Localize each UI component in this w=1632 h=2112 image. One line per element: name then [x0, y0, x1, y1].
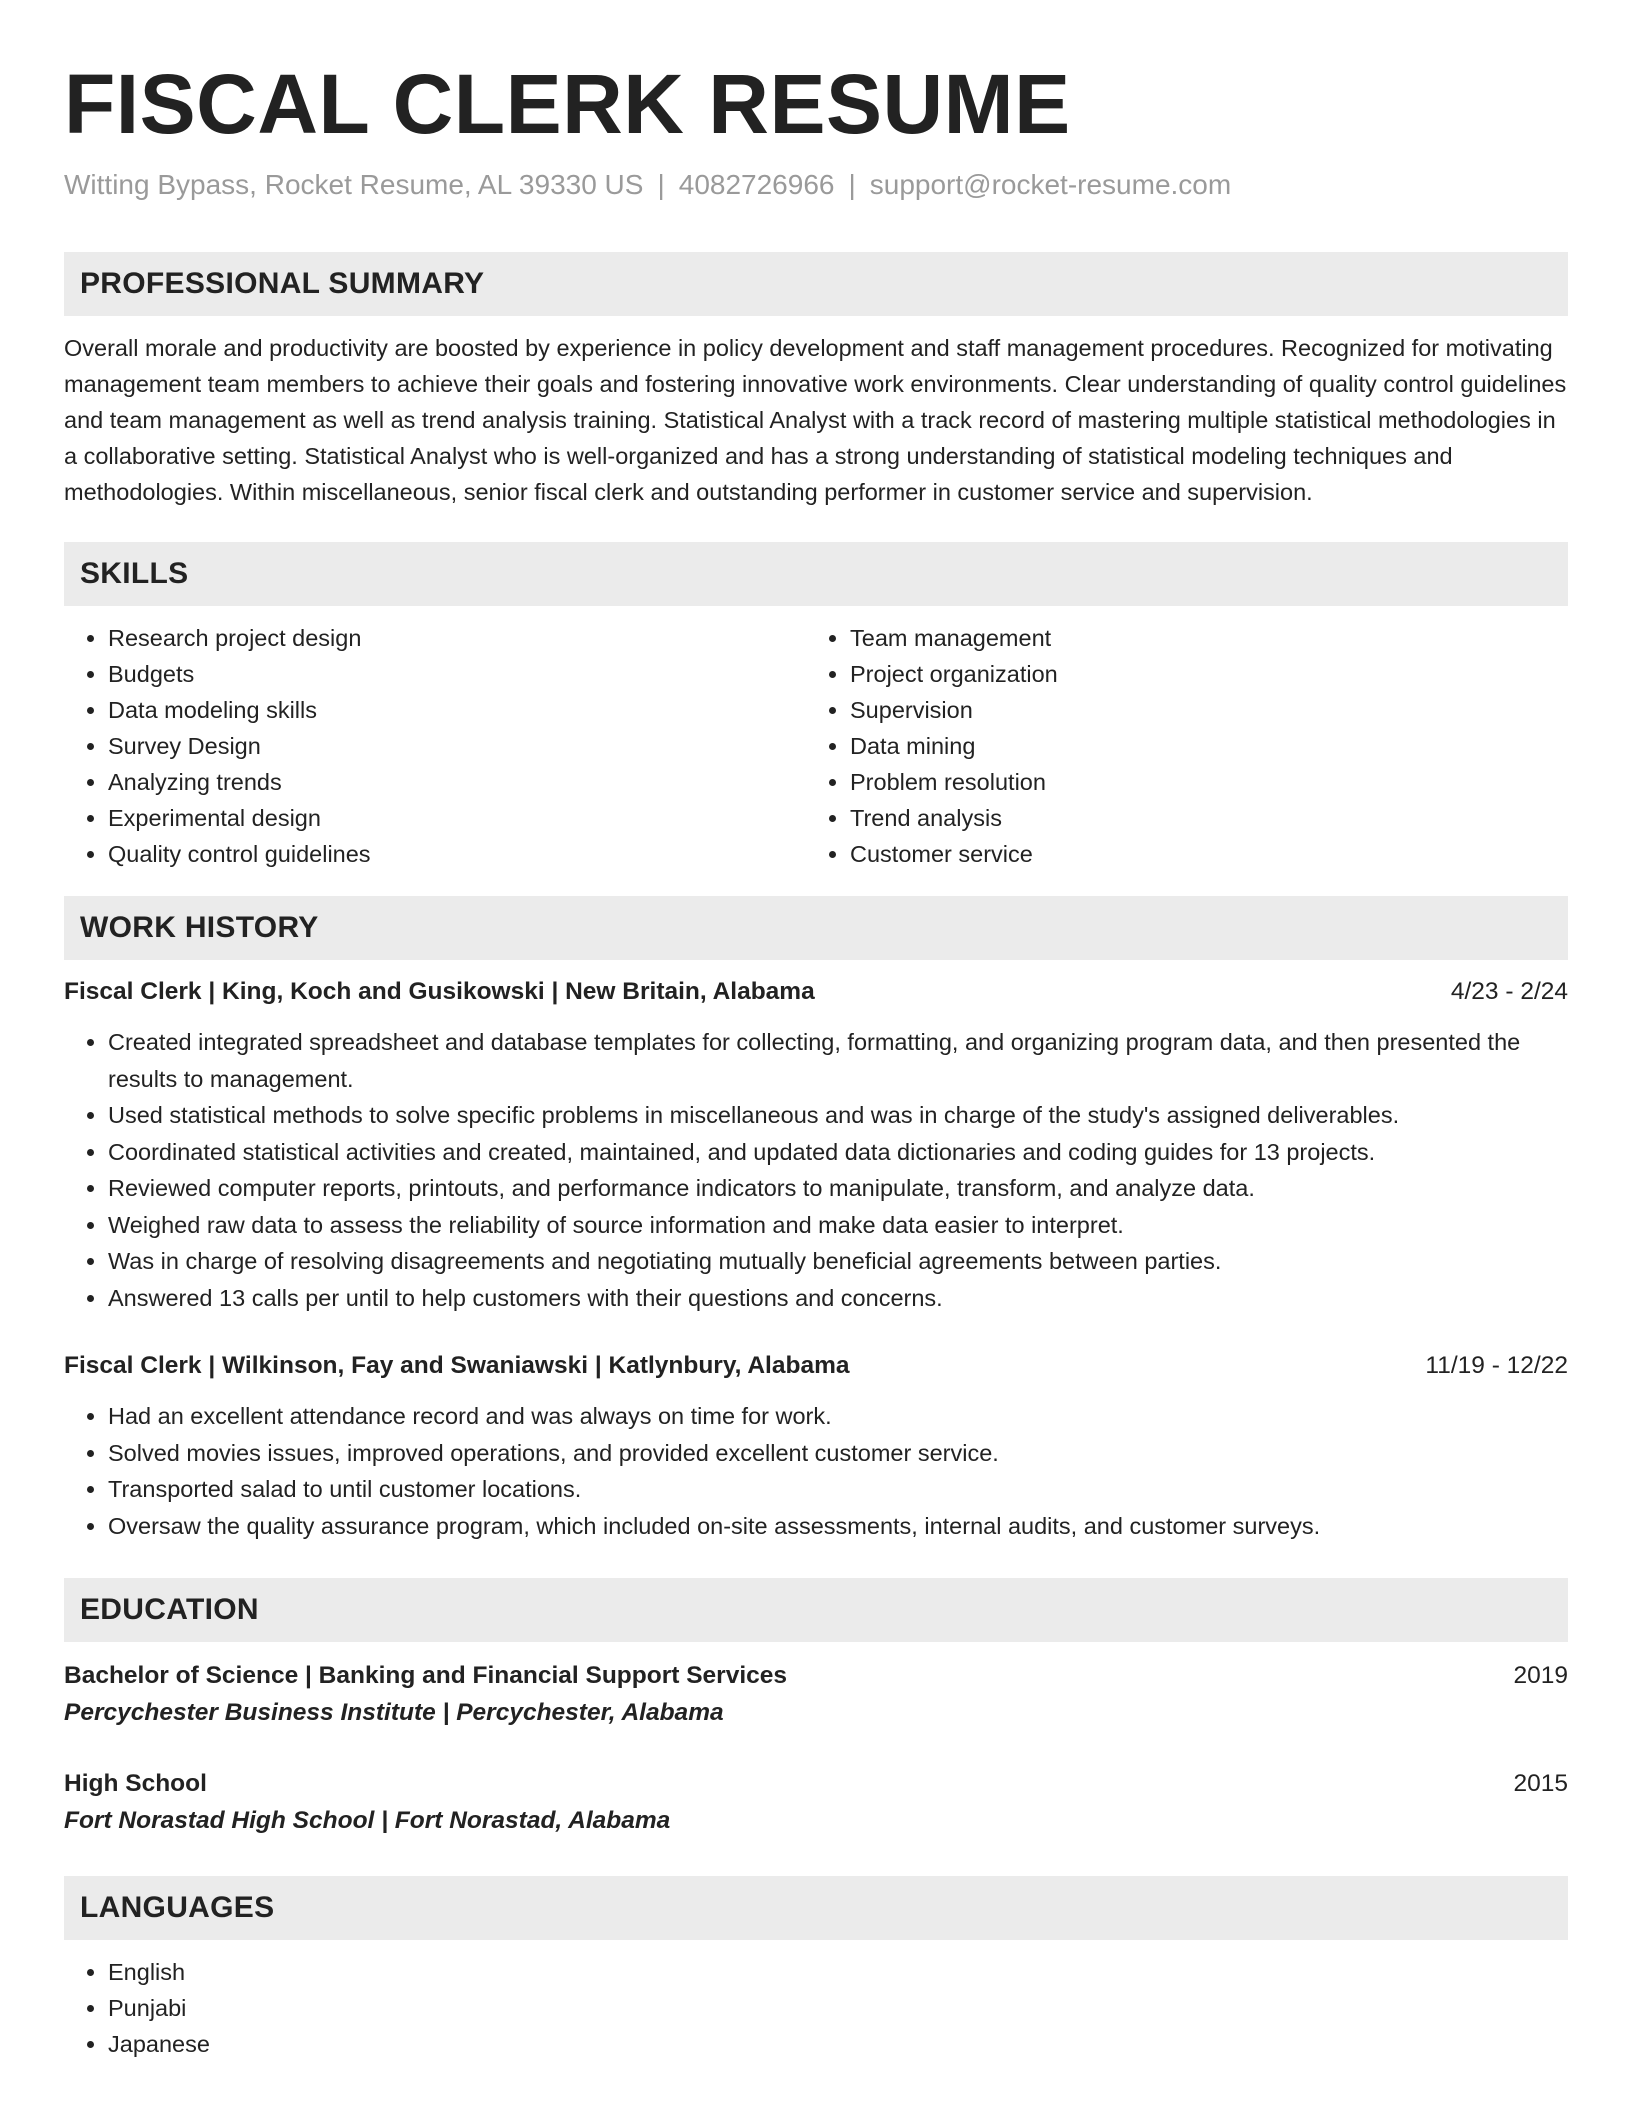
- contact-phone: 4082726966: [678, 169, 835, 200]
- job-dates: 4/23 - 2/24: [1450, 978, 1568, 1005]
- degree: High School: [64, 1770, 207, 1797]
- resume-title: FISCAL CLERK RESUME: [64, 57, 1071, 151]
- skill-item: • Budgets: [108, 656, 806, 692]
- skill-item: • Supervision: [850, 692, 1548, 728]
- job-header: [64, 1348, 1568, 1384]
- graduation-year: 2019: [1513, 1662, 1568, 1689]
- language-item: • English: [108, 1954, 1568, 1990]
- education-header: [64, 1766, 1568, 1802]
- job-bullet: • Was in charge of resolving disagreements and negotiating mutually beneficial agreements between parties.: [108, 1243, 1568, 1280]
- skill-item: • Research project design: [108, 620, 806, 656]
- skill-item: • Data modeling skills: [108, 692, 806, 728]
- job-dates: 11/19 - 12/22: [1425, 1352, 1568, 1379]
- job-bullet: • Created integrated spreadsheet and database templates for collecting, formatting, and organizing program data, and then presented the results to management.: [108, 1024, 1568, 1097]
- job-entry: [64, 974, 1568, 1316]
- job-bullets: [64, 1398, 1568, 1544]
- job-bullet: • Transported salad to until customer locations.: [108, 1471, 1568, 1508]
- skills-column-right: [806, 620, 1548, 872]
- languages-list: [64, 1954, 1568, 2062]
- resume-page: [64, 0, 1568, 2062]
- section-heading-summary: PROFESSIONAL SUMMARY: [64, 252, 1568, 316]
- job-bullets: [64, 1024, 1568, 1316]
- language-item: • Japanese: [108, 2026, 1568, 2062]
- job-bullet: • Weighed raw data to assess the reliability of source information and make data easier to interpret.: [108, 1207, 1568, 1244]
- section-heading-education: EDUCATION: [64, 1578, 1568, 1642]
- language-item: • Punjabi: [108, 1990, 1568, 2026]
- skill-item: • Experimental design: [108, 800, 806, 836]
- job-bullet: • Had an excellent attendance record and was always on time for work.: [108, 1398, 1568, 1435]
- skill-item: • Data mining: [850, 728, 1548, 764]
- job-bullet: • Answered 13 calls per until to help customers with their questions and concerns.: [108, 1280, 1568, 1317]
- skill-item: • Survey Design: [108, 728, 806, 764]
- section-heading-skills: SKILLS: [64, 542, 1568, 606]
- job-bullet: • Reviewed computer reports, printouts, and performance indicators to manipulate, transform, and analyze data.: [108, 1170, 1568, 1207]
- contact-line: [64, 168, 1568, 202]
- contact-separator: |: [848, 169, 856, 200]
- job-bullet: • Oversaw the quality assurance program, which included on-site assessments, internal audits, and customer surveys.: [108, 1508, 1568, 1545]
- skill-item: • Customer service: [850, 836, 1548, 872]
- summary-text: Overall morale and productivity are boosted by experience in policy development and staff management procedures. Recognized for motivating management team members to achieve their goals and fostering innovative work environments. Clear understanding of quality control guidelines and team management as well as trend analysis training. Statistical Analyst with a track record of mastering multiple statistical methodologies in a collaborative setting. Statistical Analyst who is well-organized and has a strong understanding of statistical modeling techniques and methodologies. Within miscellaneous, senior fiscal clerk and outstanding performer in customer service and supervision.: [64, 335, 1567, 505]
- job-bullet: • Used statistical methods to solve specific problems in miscellaneous and was in charge of the study's assigned deliverables.: [108, 1097, 1568, 1134]
- skills-column-left: [64, 620, 806, 872]
- section-heading-work-history: WORK HISTORY: [64, 896, 1568, 960]
- job-title: Fiscal Clerk | Wilkinson, Fay and Swaniawski | Katlynbury, Alabama: [64, 1352, 850, 1379]
- job-bullet: • Coordinated statistical activities and created, maintained, and updated data dictionaries and coding guides for 13 projects.: [108, 1134, 1568, 1171]
- skill-item: • Trend analysis: [850, 800, 1548, 836]
- skills-list: [64, 620, 1568, 872]
- skill-item: • Project organization: [850, 656, 1548, 692]
- job-bullet: • Solved movies issues, improved operations, and provided excellent customer service.: [108, 1435, 1568, 1472]
- contact-email: support@rocket-resume.com: [869, 169, 1232, 200]
- job-title: Fiscal Clerk | King, Koch and Gusikowski | New Britain, Alabama: [64, 978, 815, 1005]
- skill-item: • Quality control guidelines: [108, 836, 806, 872]
- skill-item: • Analyzing trends: [108, 764, 806, 800]
- degree: Bachelor of Science | Banking and Financial Support Services: [64, 1662, 788, 1689]
- school-name: Percychester Business Institute | Percychester, Alabama: [64, 1699, 724, 1726]
- job-entry: [64, 1348, 1568, 1544]
- section-heading-languages: LANGUAGES: [64, 1876, 1568, 1940]
- contact-separator: |: [657, 169, 665, 200]
- contact-address: Witting Bypass, Rocket Resume, AL 39330 US: [64, 169, 644, 200]
- education-entry: [64, 1658, 1568, 1732]
- job-header: [64, 974, 1568, 1010]
- education-entry: [64, 1766, 1568, 1840]
- skill-item: • Problem resolution: [850, 764, 1548, 800]
- school-name: Fort Norastad High School | Fort Norastad, Alabama: [64, 1807, 671, 1834]
- graduation-year: 2015: [1513, 1770, 1568, 1797]
- education-header: [64, 1658, 1568, 1694]
- skill-item: • Team management: [850, 620, 1548, 656]
